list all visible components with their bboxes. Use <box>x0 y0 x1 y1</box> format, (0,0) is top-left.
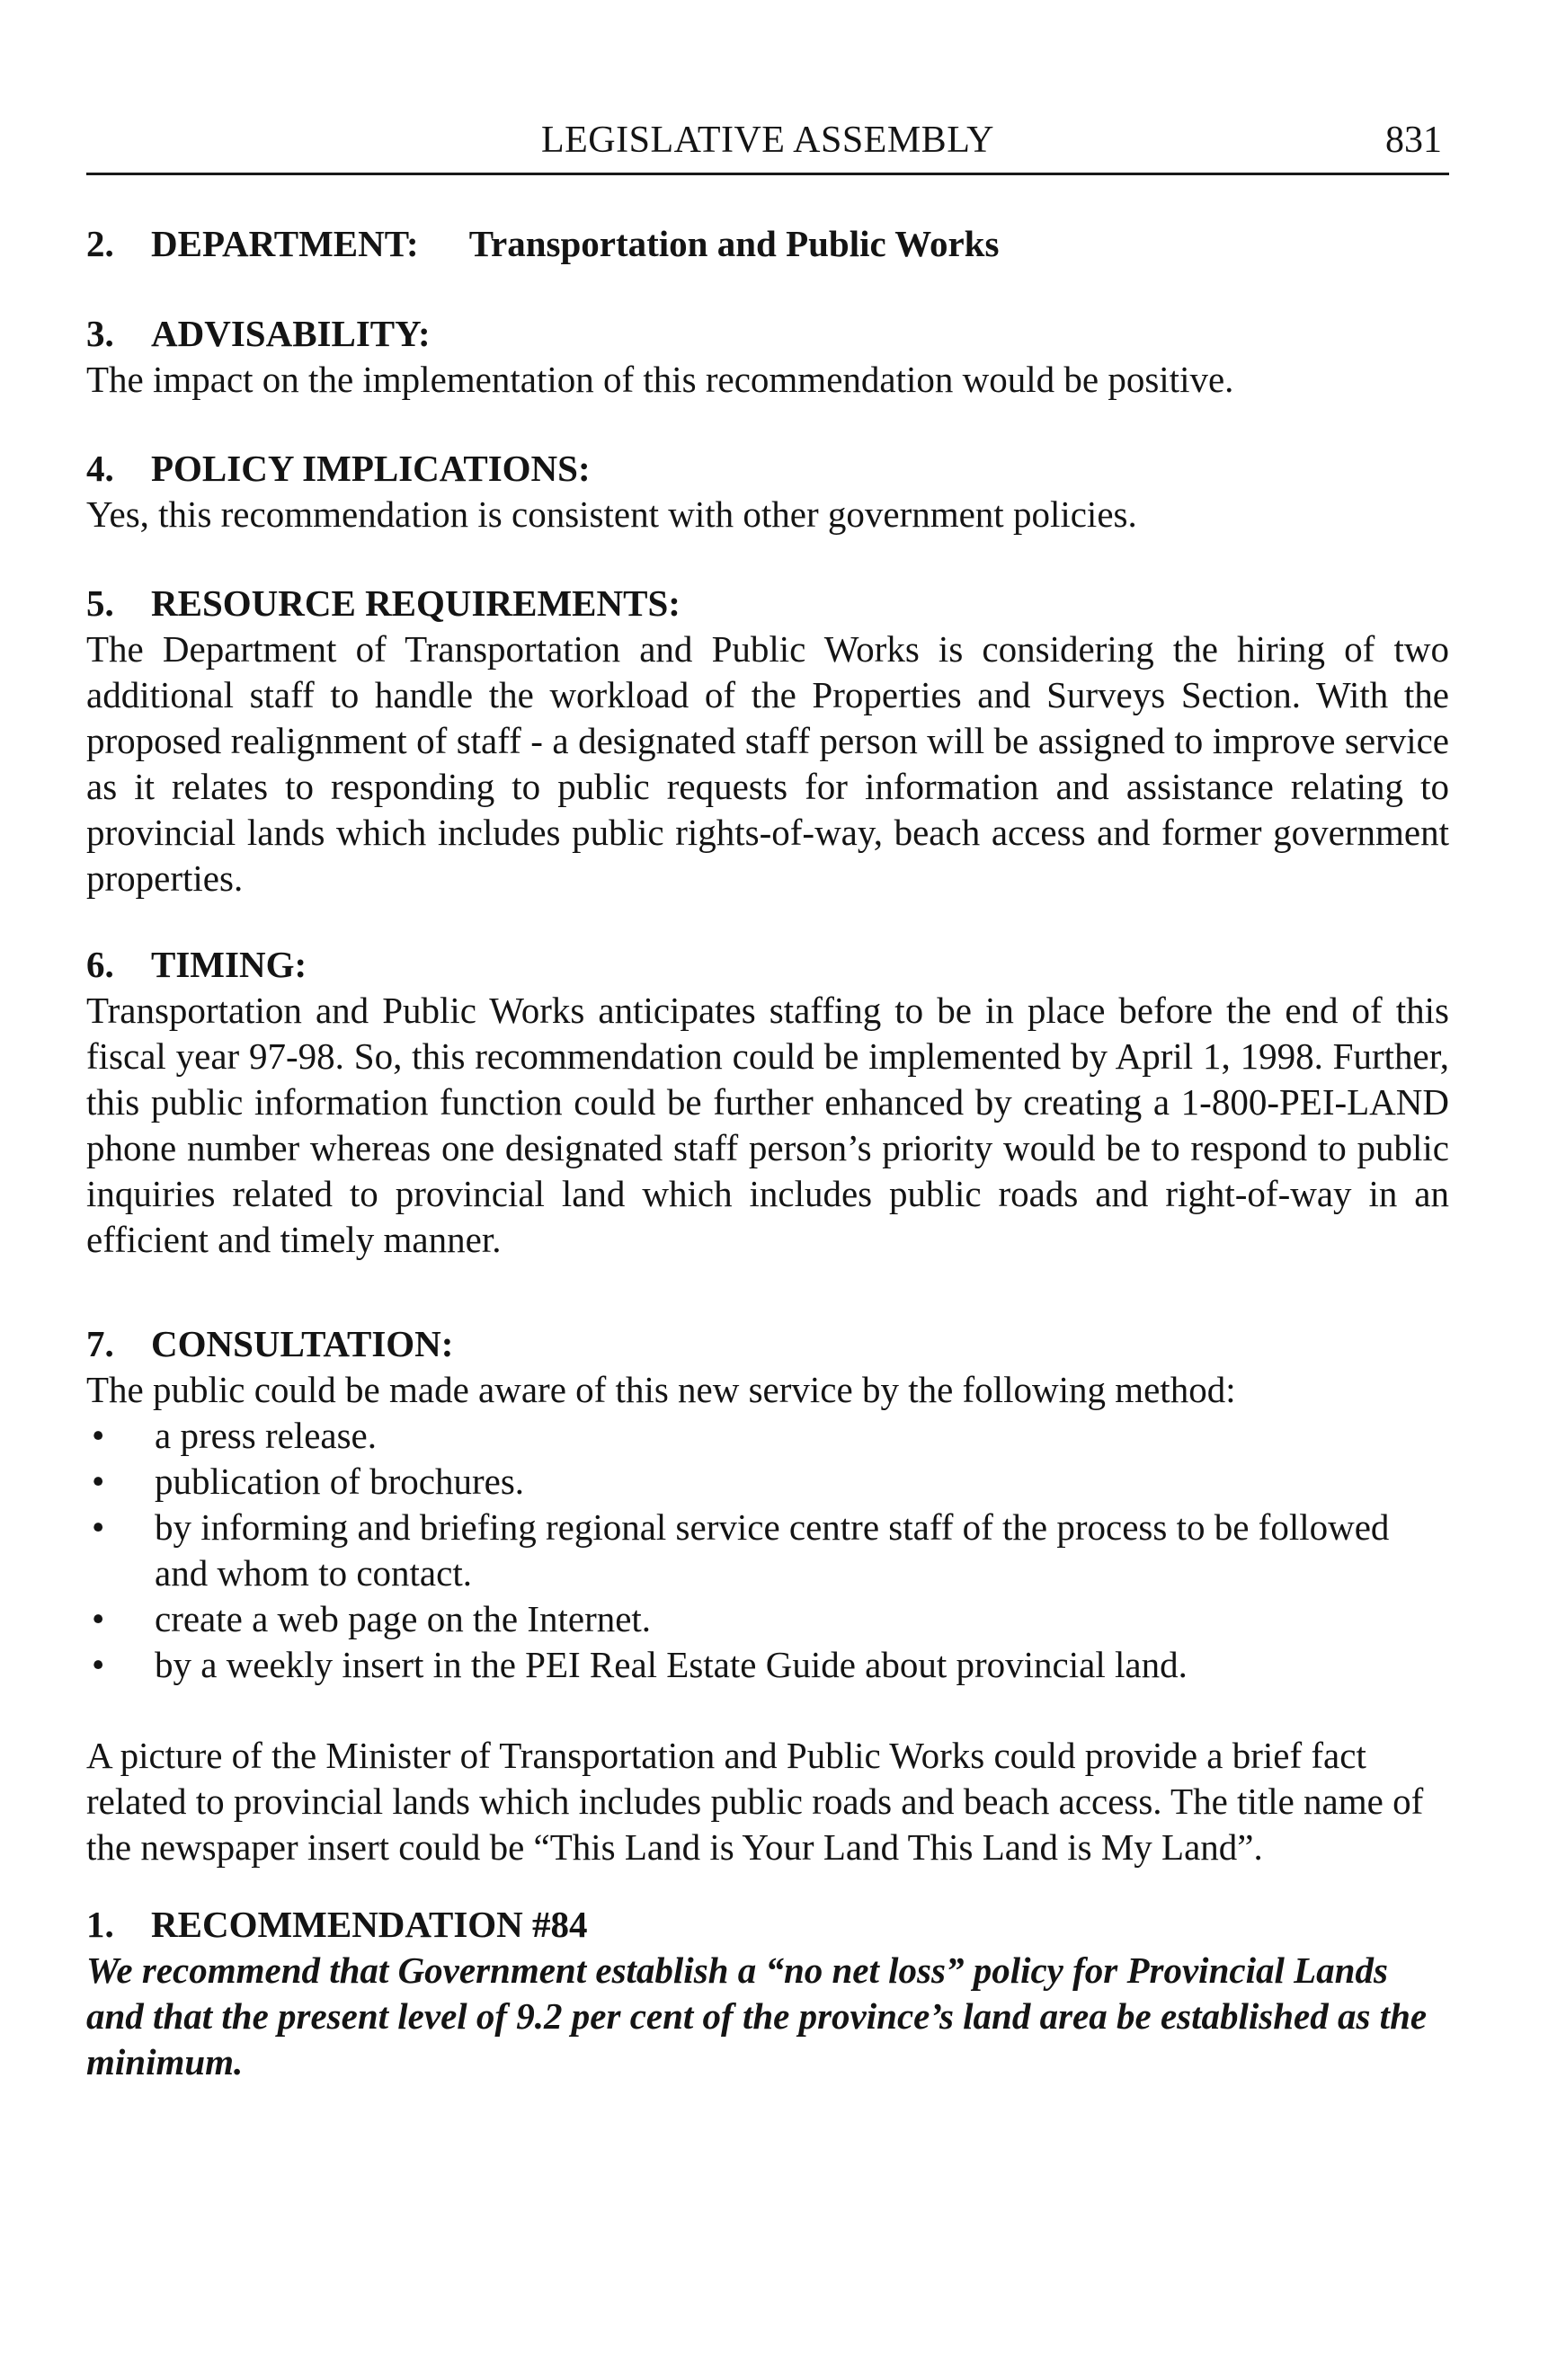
consultation-closing-section <box>86 1733 1449 1870</box>
list-item-text: publication of brochures. <box>155 1461 525 1502</box>
page-number: 831 <box>1385 120 1442 161</box>
bullet-icon: • <box>92 1506 105 1548</box>
consultation-number: 7. <box>86 1323 114 1364</box>
policy-label: POLICY IMPLICATIONS: <box>151 448 591 489</box>
advisability-section <box>86 311 1449 403</box>
bullet-icon: • <box>92 1461 105 1502</box>
advisability-label: ADVISABILITY: <box>151 313 431 354</box>
list-item-text: by informing and briefing regional service centre staff of the process to be followed and whom to contact. <box>155 1506 1390 1594</box>
timing-label: TIMING: <box>151 944 307 985</box>
bullet-icon: • <box>92 1415 105 1456</box>
policy-section <box>86 446 1449 537</box>
list-item <box>86 1642 1449 1688</box>
list-item <box>86 1596 1449 1642</box>
advisability-number: 3. <box>86 313 114 354</box>
department-label: DEPARTMENT: <box>151 223 419 264</box>
advisability-heading <box>86 311 1449 357</box>
resources-heading <box>86 581 1449 626</box>
recommendation-section <box>86 1902 1449 2085</box>
department-number: 2. <box>86 223 114 264</box>
consultation-bullet-list <box>86 1413 1449 1688</box>
timing-number: 6. <box>86 944 114 985</box>
list-item <box>86 1459 1449 1505</box>
resources-number: 5. <box>86 582 114 624</box>
running-title: LEGISLATIVE ASSEMBLY <box>541 120 994 161</box>
document-page <box>86 115 1449 2082</box>
advisability-text: The impact on the implementation of this recommendation would be positive. <box>86 359 1234 400</box>
list-item-text: create a web page on the Internet. <box>155 1598 652 1639</box>
department-heading <box>86 221 1449 267</box>
consultation-heading <box>86 1321 1449 1367</box>
consultation-section <box>86 1321 1449 1688</box>
policy-heading <box>86 446 1449 492</box>
list-item-text: a press release. <box>155 1415 378 1456</box>
resources-section <box>86 581 1449 901</box>
recommendation-number: 1. <box>86 1904 114 1945</box>
list-item <box>86 1413 1449 1459</box>
bullet-icon: • <box>92 1598 105 1639</box>
policy-text: Yes, this recommendation is consistent with other government policies. <box>86 493 1137 535</box>
consultation-intro: The public could be made aware of this new service by the following method: <box>86 1369 1236 1410</box>
consultation-closing-text: A picture of the Minister of Transportation and Public Works could provide a brief fact related to provincial lands which includes public roads and beach access. The title name of the newspaper insert could be “This Land is Your Land This Land is My Land”. <box>86 1735 1424 1868</box>
list-item-text: by a weekly insert in the PEI Real Estate Guide about provincial land. <box>155 1644 1188 1685</box>
timing-heading <box>86 942 1449 988</box>
timing-section <box>86 942 1449 1263</box>
department-section <box>86 221 1449 267</box>
page-header <box>86 115 1449 175</box>
policy-number: 4. <box>86 448 114 489</box>
department-value: Transportation and Public Works <box>468 223 1000 264</box>
recommendation-text: We recommend that Government establish a “no net loss” policy for Provincial Lands and that the present level of 9.2 per cent of the province’s land area be established as the minimum. <box>86 1949 1428 2082</box>
resources-text: The Department of Transportation and Public Works is considering the hiring of two additional staff to handle the workload of the Properties and Surveys Section. With the proposed realignment of staff - a designated staff person will be assigned to improve service as it relates to responding to public requests for information and assistance relating to provincial lands which includes public rights-of-way, beach access and former government properties. <box>86 628 1449 899</box>
bullet-icon: • <box>92 1644 105 1685</box>
timing-text: Transportation and Public Works anticipates staffing to be in place before the end of this fiscal year 97-98. So, this recommendation could be implemented by April 1, 1998. Further, this public information function could be further enhanced by creating a 1-800-PEI-LAND phone number whereas one designated staff person’s priority would be to respond to public inquiries related to provincial land which includes public roads and right-of-way in an efficient and timely manner. <box>86 990 1449 1260</box>
consultation-label: CONSULTATION: <box>151 1323 454 1364</box>
resources-label: RESOURCE REQUIREMENTS: <box>151 582 681 624</box>
recommendation-heading <box>86 1902 1449 1948</box>
list-item <box>86 1505 1449 1596</box>
recommendation-label: RECOMMENDATION #84 <box>151 1904 588 1945</box>
